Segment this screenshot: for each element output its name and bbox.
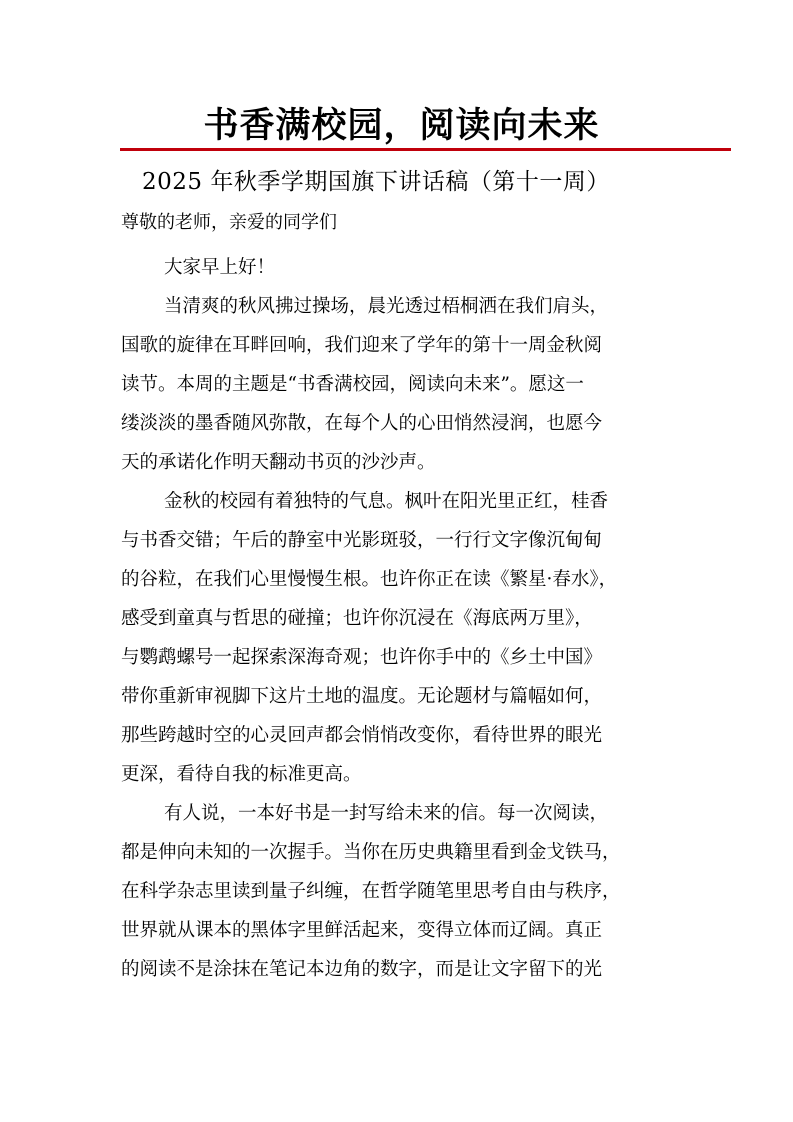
page-subtitle: 2025 年秋季学期国旗下讲话稿（第十一周） [142, 169, 610, 195]
title-underline [120, 148, 731, 151]
body-line: 都是伸向未知的一次握手。当你在历史典籍里看到金戈铁马， [121, 842, 621, 863]
greeting-line: 尊敬的老师，亲爱的同学们 [121, 212, 337, 233]
body-line: 与鹦鹉螺号一起探索深海奇观；也许你手中的《乡土中国》 [121, 647, 603, 668]
body-line: 金秋的校园有着独特的气息。枫叶在阳光里正红，桂香 [164, 491, 609, 512]
speech-body [121, 248, 681, 989]
body-line: 缕淡淡的墨香随风弥散，在每个人的心田悄然浸润，也愿今 [121, 413, 603, 434]
body-line: 的阅读不是涂抹在笔记本边角的数字，而是让文字留下的光 [121, 959, 603, 980]
body-line: 天的承诺化作明天翻动书页的沙沙声。 [121, 452, 436, 473]
body-line: 更深，看待自我的标准更高。 [121, 764, 362, 785]
body-line: 带你重新审视脚下这片土地的温度。无论题材与篇幅如何， [121, 686, 603, 707]
body-line: 在科学杂志里读到量子纠缠，在哲学随笔里思考自由与秩序， [121, 881, 621, 902]
body-line: 感受到童真与哲思的碰撞；也许你沉浸在《海底两万里》， [121, 608, 593, 629]
body-line: 国歌的旋律在耳畔回响，我们迎来了学年的第十一周金秋阅 [121, 335, 603, 356]
body-line: 读节。本周的主题是“书香满校园，阅读向未来”。愿这一 [121, 374, 584, 395]
body-line: 与书香交错；午后的静室中光影斑驳，一行行文字像沉甸甸 [121, 530, 603, 551]
body-line: 大家早上好！ [164, 257, 276, 278]
body-line: 当清爽的秋风拂过操场，晨光透过梧桐洒在我们肩头， [164, 296, 609, 317]
body-line: 世界就从课本的黑体字里鲜活起来，变得立体而辽阔。真正 [121, 920, 603, 941]
page-title: 书香满校园，阅读向未来 [203, 105, 600, 146]
body-line: 那些跨越时空的心灵回声都会悄悄改变你，看待世界的眼光 [121, 725, 603, 746]
body-line: 有人说，一本好书是一封写给未来的信。每一次阅读， [164, 803, 609, 824]
body-line: 的谷粒，在我们心里慢慢生根。也许你正在读《繁星·春水》， [121, 569, 618, 590]
